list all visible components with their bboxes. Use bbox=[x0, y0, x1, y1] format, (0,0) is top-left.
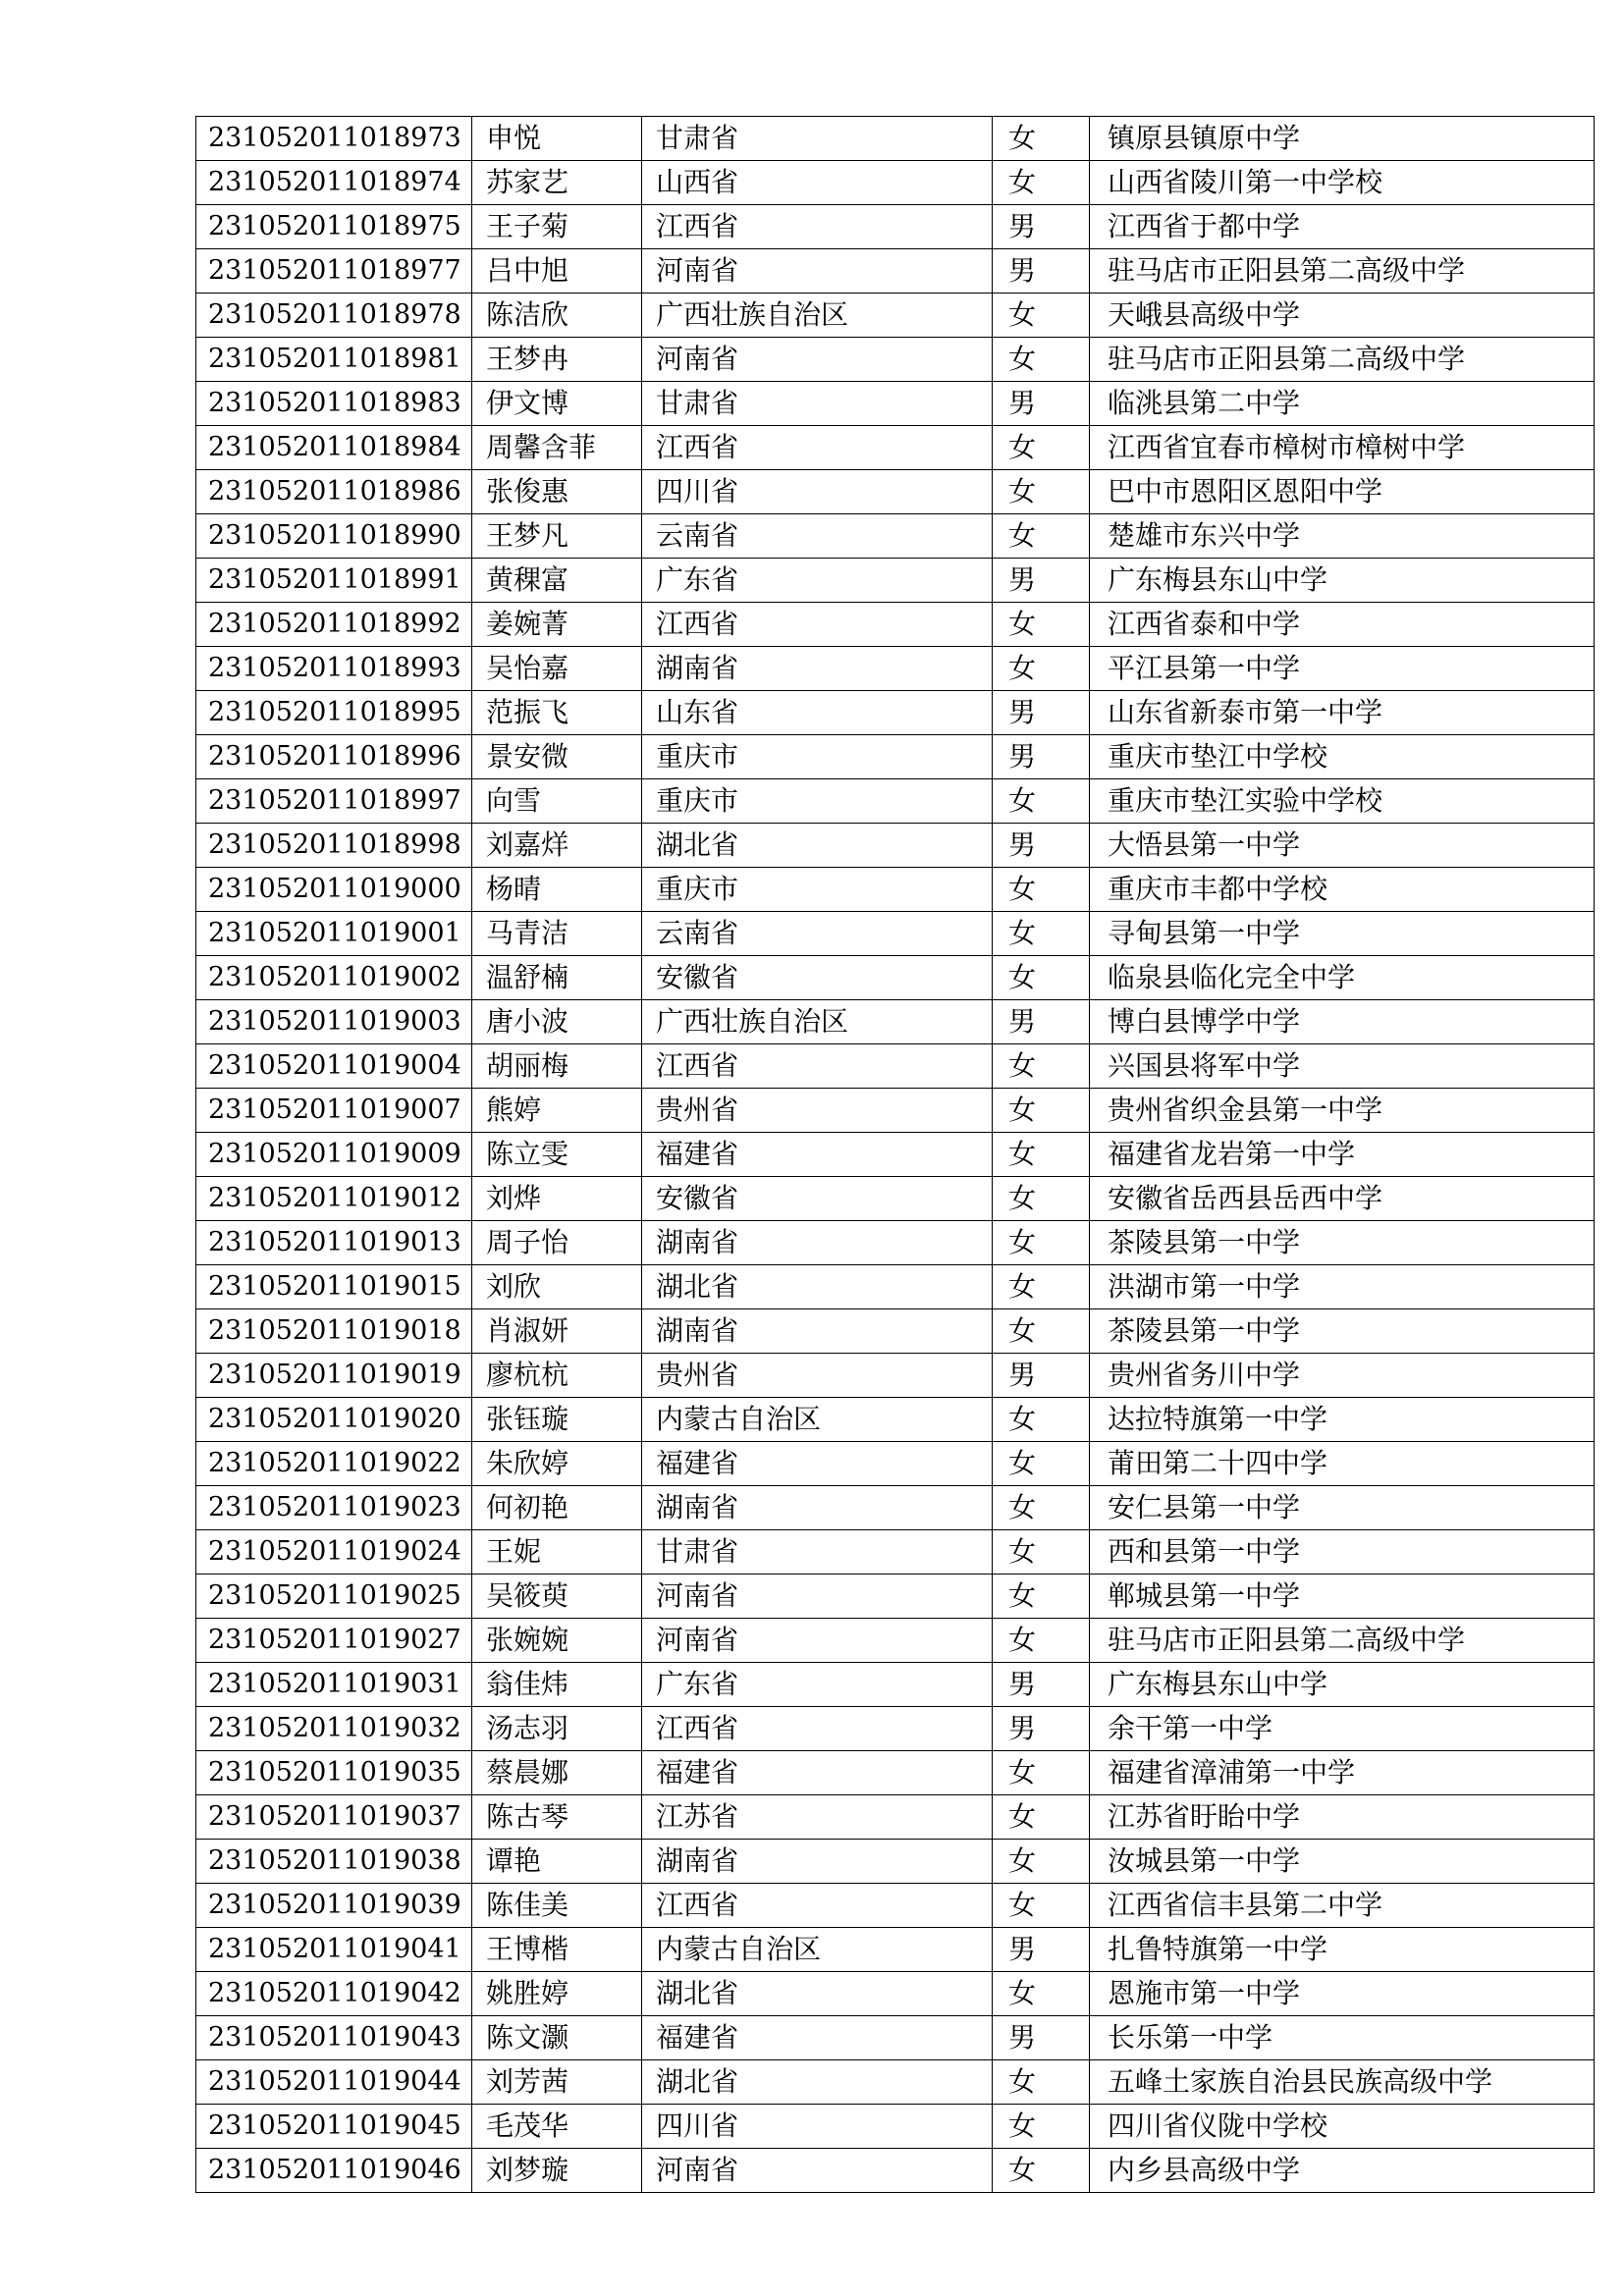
table-row bbox=[196, 1398, 1595, 1442]
cell-student-id: 231052011019012 bbox=[196, 1177, 472, 1221]
cell-province: 江西省 bbox=[642, 1044, 993, 1089]
table-row bbox=[196, 1619, 1595, 1663]
table-row bbox=[196, 912, 1595, 956]
cell-student-name: 熊婷 bbox=[472, 1089, 642, 1133]
cell-gender: 女 bbox=[993, 1486, 1090, 1530]
cell-school: 重庆市丰都中学校 bbox=[1090, 868, 1595, 912]
cell-student-name: 王博楷 bbox=[472, 1928, 642, 1972]
cell-student-id: 231052011019001 bbox=[196, 912, 472, 956]
cell-student-name: 肖淑妍 bbox=[472, 1309, 642, 1354]
cell-student-id: 231052011018975 bbox=[196, 205, 472, 249]
cell-province: 河南省 bbox=[642, 249, 993, 294]
table-row bbox=[196, 603, 1595, 647]
cell-province: 贵州省 bbox=[642, 1354, 993, 1398]
table-row bbox=[196, 1751, 1595, 1795]
cell-gender: 女 bbox=[993, 912, 1090, 956]
admission-list-table bbox=[195, 116, 1595, 2193]
cell-school: 驻马店市正阳县第二高级中学 bbox=[1090, 1619, 1595, 1663]
cell-province: 山东省 bbox=[642, 691, 993, 735]
cell-student-id: 231052011019046 bbox=[196, 2149, 472, 2193]
cell-student-id: 231052011018997 bbox=[196, 779, 472, 824]
cell-student-name: 周馨含菲 bbox=[472, 426, 642, 470]
cell-gender: 女 bbox=[993, 1619, 1090, 1663]
cell-gender: 女 bbox=[993, 1751, 1090, 1795]
cell-student-name: 刘嘉烊 bbox=[472, 824, 642, 868]
cell-province: 福建省 bbox=[642, 2016, 993, 2060]
cell-student-id: 231052011018998 bbox=[196, 824, 472, 868]
cell-student-name: 吴怡嘉 bbox=[472, 647, 642, 691]
cell-student-id: 231052011019015 bbox=[196, 1265, 472, 1309]
cell-school: 山东省新泰市第一中学 bbox=[1090, 691, 1595, 735]
cell-student-name: 伊文博 bbox=[472, 382, 642, 426]
cell-student-name: 杨晴 bbox=[472, 868, 642, 912]
table-row bbox=[196, 426, 1595, 470]
table-row bbox=[196, 779, 1595, 824]
cell-school: 山西省陵川第一中学校 bbox=[1090, 161, 1595, 205]
cell-student-name: 陈古琴 bbox=[472, 1795, 642, 1840]
table-row bbox=[196, 1354, 1595, 1398]
cell-school: 天峨县高级中学 bbox=[1090, 294, 1595, 338]
cell-province: 四川省 bbox=[642, 2105, 993, 2149]
cell-student-name: 周子怡 bbox=[472, 1221, 642, 1265]
cell-student-id: 231052011019025 bbox=[196, 1575, 472, 1619]
cell-student-name: 温舒楠 bbox=[472, 956, 642, 1000]
table-row bbox=[196, 2149, 1595, 2193]
cell-gender: 男 bbox=[993, 1663, 1090, 1707]
cell-school: 巴中市恩阳区恩阳中学 bbox=[1090, 470, 1595, 514]
cell-student-id: 231052011019035 bbox=[196, 1751, 472, 1795]
cell-student-name: 姜婉菁 bbox=[472, 603, 642, 647]
cell-student-id: 231052011019002 bbox=[196, 956, 472, 1000]
cell-gender: 女 bbox=[993, 426, 1090, 470]
cell-gender: 女 bbox=[993, 1840, 1090, 1884]
cell-student-name: 张钰璇 bbox=[472, 1398, 642, 1442]
cell-gender: 男 bbox=[993, 824, 1090, 868]
cell-gender: 男 bbox=[993, 205, 1090, 249]
table-row bbox=[196, 647, 1595, 691]
cell-school: 郸城县第一中学 bbox=[1090, 1575, 1595, 1619]
cell-school: 重庆市垫江实验中学校 bbox=[1090, 779, 1595, 824]
cell-student-name: 陈佳美 bbox=[472, 1884, 642, 1928]
cell-province: 四川省 bbox=[642, 470, 993, 514]
cell-gender: 女 bbox=[993, 779, 1090, 824]
table-body bbox=[196, 117, 1595, 2193]
cell-gender: 女 bbox=[993, 514, 1090, 559]
cell-province: 湖南省 bbox=[642, 1840, 993, 1884]
cell-student-id: 231052011019024 bbox=[196, 1530, 472, 1575]
cell-province: 湖北省 bbox=[642, 2060, 993, 2105]
cell-student-name: 王妮 bbox=[472, 1530, 642, 1575]
cell-school: 茶陵县第一中学 bbox=[1090, 1221, 1595, 1265]
cell-student-name: 何初艳 bbox=[472, 1486, 642, 1530]
table-row bbox=[196, 1972, 1595, 2016]
cell-province: 湖南省 bbox=[642, 1309, 993, 1354]
table-row bbox=[196, 2060, 1595, 2105]
table-row bbox=[196, 956, 1595, 1000]
cell-student-id: 231052011019000 bbox=[196, 868, 472, 912]
cell-school: 驻马店市正阳县第二高级中学 bbox=[1090, 249, 1595, 294]
cell-student-name: 廖杭杭 bbox=[472, 1354, 642, 1398]
cell-student-id: 231052011019022 bbox=[196, 1442, 472, 1486]
table-row bbox=[196, 2105, 1595, 2149]
table-row bbox=[196, 1309, 1595, 1354]
table-row bbox=[196, 1442, 1595, 1486]
cell-province: 河南省 bbox=[642, 338, 993, 382]
cell-student-id: 231052011019041 bbox=[196, 1928, 472, 1972]
cell-school: 江苏省盱眙中学 bbox=[1090, 1795, 1595, 1840]
table-row bbox=[196, 868, 1595, 912]
table-row bbox=[196, 1044, 1595, 1089]
cell-gender: 女 bbox=[993, 1530, 1090, 1575]
cell-school: 临泉县临化完全中学 bbox=[1090, 956, 1595, 1000]
cell-student-id: 231052011018978 bbox=[196, 294, 472, 338]
table-row bbox=[196, 1663, 1595, 1707]
cell-province: 山西省 bbox=[642, 161, 993, 205]
cell-gender: 女 bbox=[993, 1309, 1090, 1354]
cell-student-name: 翁佳炜 bbox=[472, 1663, 642, 1707]
cell-student-id: 231052011019020 bbox=[196, 1398, 472, 1442]
cell-student-name: 景安微 bbox=[472, 735, 642, 779]
cell-gender: 女 bbox=[993, 1221, 1090, 1265]
cell-school: 安仁县第一中学 bbox=[1090, 1486, 1595, 1530]
cell-student-id: 231052011018977 bbox=[196, 249, 472, 294]
cell-student-name: 苏家艺 bbox=[472, 161, 642, 205]
cell-gender: 女 bbox=[993, 1575, 1090, 1619]
cell-student-id: 231052011019013 bbox=[196, 1221, 472, 1265]
cell-student-id: 231052011019032 bbox=[196, 1707, 472, 1751]
table-row bbox=[196, 1530, 1595, 1575]
cell-student-name: 刘梦璇 bbox=[472, 2149, 642, 2193]
table-row bbox=[196, 470, 1595, 514]
cell-province: 江西省 bbox=[642, 205, 993, 249]
cell-student-name: 蔡晨娜 bbox=[472, 1751, 642, 1795]
cell-student-id: 231052011018991 bbox=[196, 559, 472, 603]
cell-province: 内蒙古自治区 bbox=[642, 1928, 993, 1972]
cell-student-name: 王子菊 bbox=[472, 205, 642, 249]
table-row bbox=[196, 1575, 1595, 1619]
cell-student-name: 汤志羽 bbox=[472, 1707, 642, 1751]
cell-province: 湖北省 bbox=[642, 824, 993, 868]
cell-school: 临洮县第二中学 bbox=[1090, 382, 1595, 426]
table-row bbox=[196, 249, 1595, 294]
cell-school: 长乐第一中学 bbox=[1090, 2016, 1595, 2060]
cell-gender: 女 bbox=[993, 1089, 1090, 1133]
cell-student-id: 231052011018974 bbox=[196, 161, 472, 205]
cell-student-id: 231052011019007 bbox=[196, 1089, 472, 1133]
cell-student-id: 231052011019003 bbox=[196, 1000, 472, 1044]
cell-province: 甘肃省 bbox=[642, 117, 993, 161]
cell-gender: 男 bbox=[993, 735, 1090, 779]
cell-gender: 女 bbox=[993, 2105, 1090, 2149]
cell-student-id: 231052011018993 bbox=[196, 647, 472, 691]
cell-province: 云南省 bbox=[642, 912, 993, 956]
cell-province: 湖北省 bbox=[642, 1265, 993, 1309]
table-row bbox=[196, 1089, 1595, 1133]
cell-school: 扎鲁特旗第一中学 bbox=[1090, 1928, 1595, 1972]
cell-school: 恩施市第一中学 bbox=[1090, 1972, 1595, 2016]
cell-school: 江西省宜春市樟树市樟树中学 bbox=[1090, 426, 1595, 470]
cell-gender: 女 bbox=[993, 1265, 1090, 1309]
table-row bbox=[196, 294, 1595, 338]
table-row bbox=[196, 1707, 1595, 1751]
cell-student-id: 231052011018996 bbox=[196, 735, 472, 779]
table-row bbox=[196, 559, 1595, 603]
cell-gender: 女 bbox=[993, 1398, 1090, 1442]
cell-student-name: 张婉婉 bbox=[472, 1619, 642, 1663]
cell-province: 广东省 bbox=[642, 1663, 993, 1707]
cell-student-id: 231052011018995 bbox=[196, 691, 472, 735]
cell-gender: 女 bbox=[993, 1177, 1090, 1221]
cell-school: 茶陵县第一中学 bbox=[1090, 1309, 1595, 1354]
table-row bbox=[196, 1840, 1595, 1884]
table-row bbox=[196, 735, 1595, 779]
cell-gender: 女 bbox=[993, 868, 1090, 912]
cell-province: 湖南省 bbox=[642, 1486, 993, 1530]
cell-province: 福建省 bbox=[642, 1442, 993, 1486]
cell-student-id: 231052011019039 bbox=[196, 1884, 472, 1928]
cell-province: 江西省 bbox=[642, 426, 993, 470]
cell-student-name: 吕中旭 bbox=[472, 249, 642, 294]
cell-student-id: 231052011019019 bbox=[196, 1354, 472, 1398]
cell-school: 江西省泰和中学 bbox=[1090, 603, 1595, 647]
cell-school: 重庆市垫江中学校 bbox=[1090, 735, 1595, 779]
table-row bbox=[196, 161, 1595, 205]
cell-gender: 女 bbox=[993, 1884, 1090, 1928]
cell-province: 湖南省 bbox=[642, 647, 993, 691]
cell-province: 河南省 bbox=[642, 1575, 993, 1619]
cell-school: 博白县博学中学 bbox=[1090, 1000, 1595, 1044]
cell-province: 河南省 bbox=[642, 2149, 993, 2193]
cell-province: 重庆市 bbox=[642, 735, 993, 779]
table-row bbox=[196, 1000, 1595, 1044]
cell-student-name: 刘欣 bbox=[472, 1265, 642, 1309]
table-row bbox=[196, 2016, 1595, 2060]
cell-school: 洪湖市第一中学 bbox=[1090, 1265, 1595, 1309]
cell-province: 江苏省 bbox=[642, 1795, 993, 1840]
cell-student-id: 231052011019037 bbox=[196, 1795, 472, 1840]
cell-gender: 男 bbox=[993, 2016, 1090, 2060]
cell-student-name: 吴筱萸 bbox=[472, 1575, 642, 1619]
cell-province: 广东省 bbox=[642, 559, 993, 603]
cell-student-id: 231052011018973 bbox=[196, 117, 472, 161]
cell-province: 江西省 bbox=[642, 1707, 993, 1751]
table-row bbox=[196, 1486, 1595, 1530]
cell-province: 贵州省 bbox=[642, 1089, 993, 1133]
table-row bbox=[196, 514, 1595, 559]
cell-gender: 女 bbox=[993, 956, 1090, 1000]
table-row bbox=[196, 117, 1595, 161]
cell-student-id: 231052011018990 bbox=[196, 514, 472, 559]
cell-gender: 男 bbox=[993, 1928, 1090, 1972]
cell-gender: 男 bbox=[993, 382, 1090, 426]
cell-student-name: 陈文灏 bbox=[472, 2016, 642, 2060]
cell-student-id: 231052011018984 bbox=[196, 426, 472, 470]
cell-student-id: 231052011019009 bbox=[196, 1133, 472, 1177]
cell-school: 四川省仪陇中学校 bbox=[1090, 2105, 1595, 2149]
cell-gender: 女 bbox=[993, 1795, 1090, 1840]
table-row bbox=[196, 824, 1595, 868]
table-row bbox=[196, 1795, 1595, 1840]
cell-province: 广西壮族自治区 bbox=[642, 1000, 993, 1044]
cell-school: 福建省漳浦第一中学 bbox=[1090, 1751, 1595, 1795]
cell-school: 江西省于都中学 bbox=[1090, 205, 1595, 249]
cell-school: 江西省信丰县第二中学 bbox=[1090, 1884, 1595, 1928]
cell-province: 河南省 bbox=[642, 1619, 993, 1663]
table-row bbox=[196, 1133, 1595, 1177]
cell-student-id: 231052011019031 bbox=[196, 1663, 472, 1707]
table-row bbox=[196, 1928, 1595, 1972]
cell-province: 广西壮族自治区 bbox=[642, 294, 993, 338]
cell-school: 广东梅县东山中学 bbox=[1090, 559, 1595, 603]
cell-province: 安徽省 bbox=[642, 1177, 993, 1221]
cell-school: 贵州省务川中学 bbox=[1090, 1354, 1595, 1398]
cell-school: 寻甸县第一中学 bbox=[1090, 912, 1595, 956]
cell-student-name: 刘烨 bbox=[472, 1177, 642, 1221]
cell-province: 福建省 bbox=[642, 1751, 993, 1795]
cell-student-name: 胡丽梅 bbox=[472, 1044, 642, 1089]
cell-province: 江西省 bbox=[642, 603, 993, 647]
cell-gender: 女 bbox=[993, 470, 1090, 514]
cell-student-name: 刘芳茜 bbox=[472, 2060, 642, 2105]
cell-student-name: 申悦 bbox=[472, 117, 642, 161]
cell-student-name: 陈立雯 bbox=[472, 1133, 642, 1177]
cell-gender: 男 bbox=[993, 1354, 1090, 1398]
cell-student-id: 231052011019044 bbox=[196, 2060, 472, 2105]
cell-student-id: 231052011018983 bbox=[196, 382, 472, 426]
cell-gender: 女 bbox=[993, 2149, 1090, 2193]
cell-school: 达拉特旗第一中学 bbox=[1090, 1398, 1595, 1442]
cell-school: 兴国县将军中学 bbox=[1090, 1044, 1595, 1089]
table-row bbox=[196, 1884, 1595, 1928]
cell-student-name: 唐小波 bbox=[472, 1000, 642, 1044]
cell-province: 内蒙古自治区 bbox=[642, 1398, 993, 1442]
cell-student-name: 黄稞富 bbox=[472, 559, 642, 603]
cell-province: 江西省 bbox=[642, 1884, 993, 1928]
cell-student-id: 231052011019027 bbox=[196, 1619, 472, 1663]
cell-province: 安徽省 bbox=[642, 956, 993, 1000]
cell-school: 贵州省织金县第一中学 bbox=[1090, 1089, 1595, 1133]
cell-province: 甘肃省 bbox=[642, 382, 993, 426]
cell-gender: 女 bbox=[993, 1442, 1090, 1486]
cell-gender: 女 bbox=[993, 338, 1090, 382]
cell-school: 西和县第一中学 bbox=[1090, 1530, 1595, 1575]
cell-gender: 女 bbox=[993, 1133, 1090, 1177]
table-row bbox=[196, 205, 1595, 249]
cell-student-name: 马青洁 bbox=[472, 912, 642, 956]
cell-student-name: 王梦凡 bbox=[472, 514, 642, 559]
cell-school: 驻马店市正阳县第二高级中学 bbox=[1090, 338, 1595, 382]
cell-gender: 女 bbox=[993, 647, 1090, 691]
cell-student-name: 谭艳 bbox=[472, 1840, 642, 1884]
cell-gender: 女 bbox=[993, 1972, 1090, 2016]
cell-student-name: 朱欣婷 bbox=[472, 1442, 642, 1486]
cell-student-name: 张俊惠 bbox=[472, 470, 642, 514]
cell-province: 云南省 bbox=[642, 514, 993, 559]
table-row bbox=[196, 691, 1595, 735]
cell-gender: 女 bbox=[993, 161, 1090, 205]
cell-school: 汝城县第一中学 bbox=[1090, 1840, 1595, 1884]
cell-student-id: 231052011018986 bbox=[196, 470, 472, 514]
cell-student-id: 231052011019043 bbox=[196, 2016, 472, 2060]
cell-school: 镇原县镇原中学 bbox=[1090, 117, 1595, 161]
cell-province: 湖北省 bbox=[642, 1972, 993, 2016]
cell-school: 广东梅县东山中学 bbox=[1090, 1663, 1595, 1707]
cell-school: 平江县第一中学 bbox=[1090, 647, 1595, 691]
cell-gender: 男 bbox=[993, 249, 1090, 294]
cell-gender: 女 bbox=[993, 1044, 1090, 1089]
cell-student-name: 王梦冉 bbox=[472, 338, 642, 382]
cell-student-name: 姚胜婷 bbox=[472, 1972, 642, 2016]
cell-student-id: 231052011019042 bbox=[196, 1972, 472, 2016]
cell-school: 内乡县高级中学 bbox=[1090, 2149, 1595, 2193]
cell-student-name: 陈洁欣 bbox=[472, 294, 642, 338]
cell-province: 湖南省 bbox=[642, 1221, 993, 1265]
cell-gender: 女 bbox=[993, 117, 1090, 161]
table-row bbox=[196, 382, 1595, 426]
cell-student-id: 231052011019004 bbox=[196, 1044, 472, 1089]
table-row bbox=[196, 1177, 1595, 1221]
cell-province: 甘肃省 bbox=[642, 1530, 993, 1575]
cell-gender: 女 bbox=[993, 2060, 1090, 2105]
cell-gender: 男 bbox=[993, 1000, 1090, 1044]
cell-student-id: 231052011019023 bbox=[196, 1486, 472, 1530]
cell-student-name: 向雪 bbox=[472, 779, 642, 824]
table-row bbox=[196, 1221, 1595, 1265]
cell-student-id: 231052011018992 bbox=[196, 603, 472, 647]
table-row bbox=[196, 1265, 1595, 1309]
table-row bbox=[196, 338, 1595, 382]
cell-student-id: 231052011019038 bbox=[196, 1840, 472, 1884]
cell-gender: 男 bbox=[993, 691, 1090, 735]
cell-student-id: 231052011018981 bbox=[196, 338, 472, 382]
cell-school: 福建省龙岩第一中学 bbox=[1090, 1133, 1595, 1177]
cell-school: 莆田第二十四中学 bbox=[1090, 1442, 1595, 1486]
cell-school: 楚雄市东兴中学 bbox=[1090, 514, 1595, 559]
cell-province: 重庆市 bbox=[642, 779, 993, 824]
cell-province: 福建省 bbox=[642, 1133, 993, 1177]
cell-school: 五峰土家族自治县民族高级中学 bbox=[1090, 2060, 1595, 2105]
cell-gender: 女 bbox=[993, 294, 1090, 338]
cell-school: 安徽省岳西县岳西中学 bbox=[1090, 1177, 1595, 1221]
cell-school: 大悟县第一中学 bbox=[1090, 824, 1595, 868]
cell-student-id: 231052011019018 bbox=[196, 1309, 472, 1354]
cell-school: 余干第一中学 bbox=[1090, 1707, 1595, 1751]
cell-student-name: 范振飞 bbox=[472, 691, 642, 735]
cell-gender: 男 bbox=[993, 1707, 1090, 1751]
cell-gender: 女 bbox=[993, 603, 1090, 647]
cell-province: 重庆市 bbox=[642, 868, 993, 912]
cell-student-name: 毛茂华 bbox=[472, 2105, 642, 2149]
cell-student-id: 231052011019045 bbox=[196, 2105, 472, 2149]
cell-gender: 男 bbox=[993, 559, 1090, 603]
